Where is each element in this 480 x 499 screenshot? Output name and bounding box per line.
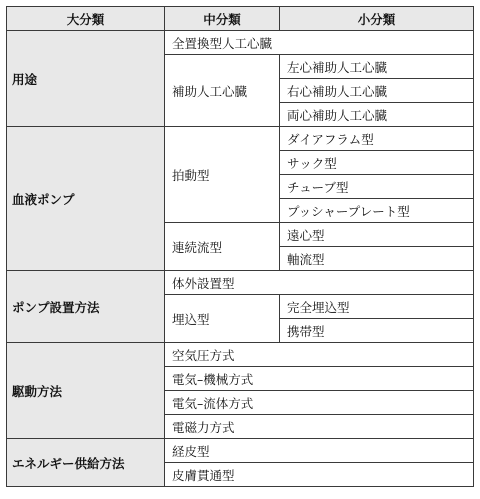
minor-category-cell: チューブ型	[280, 175, 474, 199]
header-middle: 中分類	[165, 7, 280, 31]
table-row	[7, 343, 474, 367]
middle-category-cell: 補助人工心臓	[165, 55, 280, 127]
classification-table	[6, 6, 474, 487]
minor-category-cell: プッシャープレート型	[280, 199, 474, 223]
major-category-cell: 駆動方法	[7, 343, 165, 439]
minor-category-cell: サック型	[280, 151, 474, 175]
middle-category-cell: 連続流型	[165, 223, 280, 271]
minor-category-cell: 軸流型	[280, 247, 474, 271]
middle-category-cell: 電気–機械方式	[165, 367, 474, 391]
major-category-cell: 用途	[7, 31, 165, 127]
middle-category-cell: 体外設置型	[165, 271, 474, 295]
header-row	[7, 7, 474, 31]
middle-category-cell: 皮膚貫通型	[165, 463, 474, 487]
middle-category-cell: 電気–流体方式	[165, 391, 474, 415]
minor-category-cell: 携帯型	[280, 319, 474, 343]
minor-category-cell: 両心補助人工心臓	[280, 103, 474, 127]
table-row	[7, 439, 474, 463]
table-row	[7, 127, 474, 151]
major-category-cell: エネルギー供給方法	[7, 439, 165, 487]
middle-category-cell: 埋込型	[165, 295, 280, 343]
minor-category-cell: 右心補助人工心臓	[280, 79, 474, 103]
minor-category-cell: 完全埋込型	[280, 295, 474, 319]
major-category-cell: ポンプ設置方法	[7, 271, 165, 343]
middle-category-cell: 経皮型	[165, 439, 474, 463]
minor-category-cell: ダイアフラム型	[280, 127, 474, 151]
table-row	[7, 31, 474, 55]
minor-category-cell: 左心補助人工心臓	[280, 55, 474, 79]
header-major: 大分類	[7, 7, 165, 31]
middle-category-cell: 拍動型	[165, 127, 280, 223]
middle-category-cell: 空気圧方式	[165, 343, 474, 367]
middle-category-cell: 電磁力方式	[165, 415, 474, 439]
major-category-cell: 血液ポンプ	[7, 127, 165, 271]
minor-category-cell: 遠心型	[280, 223, 474, 247]
header-minor: 小分類	[280, 7, 474, 31]
table-row	[7, 271, 474, 295]
middle-category-cell: 全置換型人工心臓	[165, 31, 474, 55]
